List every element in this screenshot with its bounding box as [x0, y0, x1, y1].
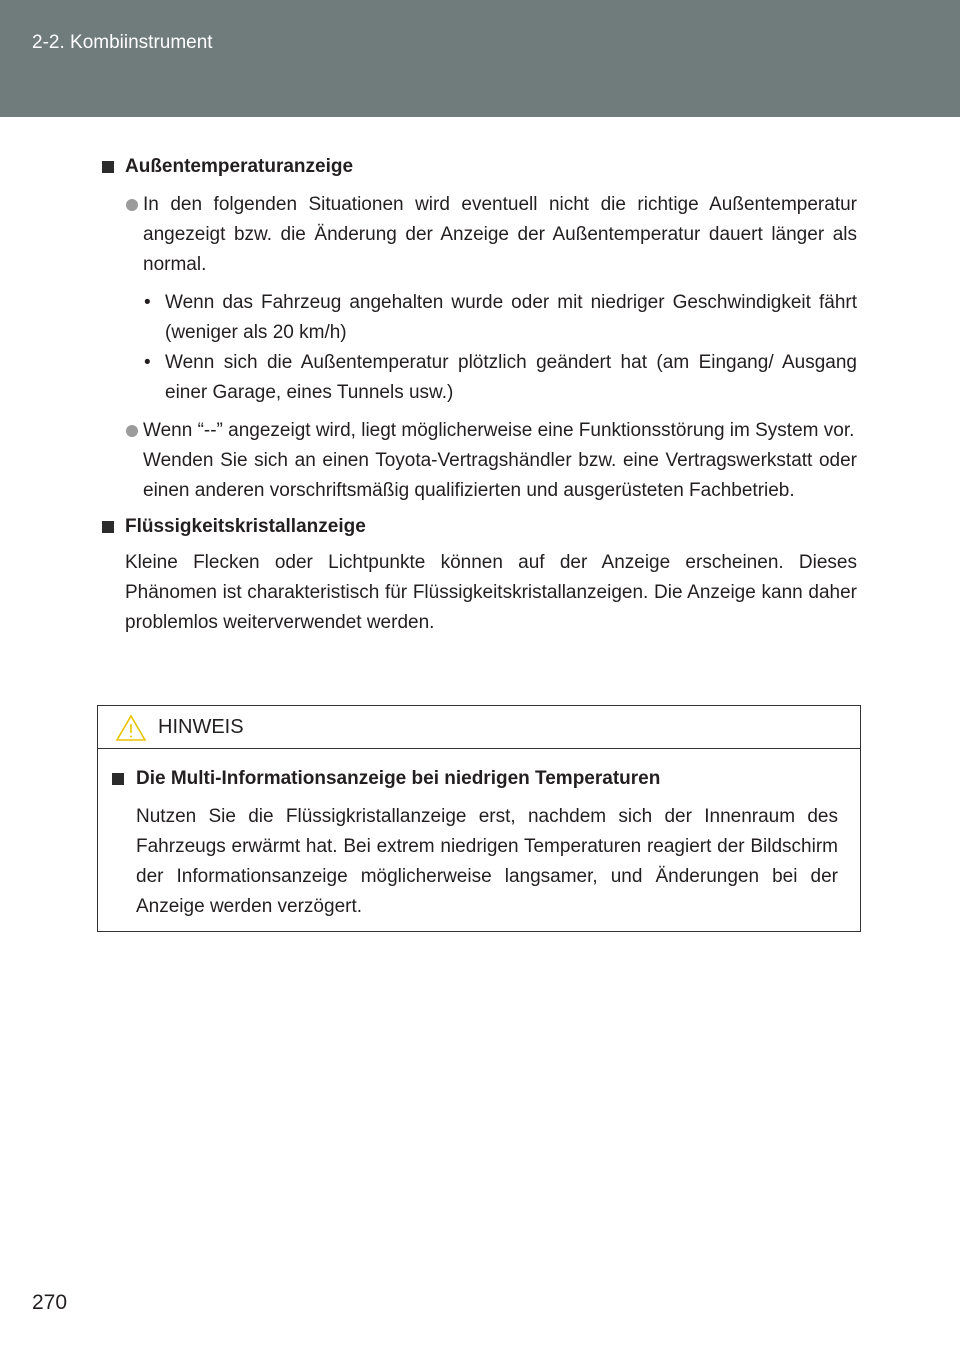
square-bullet-icon: [102, 521, 114, 533]
section-heading-lcd: Flüssigkeitskristallanzeige: [97, 512, 857, 542]
note-body: [98, 764, 838, 922]
sub-list-item: • Wenn das Fahrzeug angehalten wurde oder mit niedriger Geschwindigkeit fährt (weniger als 20 km/h): [97, 288, 857, 348]
note-paragraph: Nutzen Sie die Flüssigkristallanzeige erst, nachdem sich der Innenraum des Fahrzeugs erwärmt hat. Bei extrem niedrigen Temperaturen reagiert der Bildschirm der Informationsanzeige möglicherweise langsamer, und Änderungen bei der Anzeige werden verzögert.: [136, 806, 838, 917]
warning-triangle-icon: [115, 714, 147, 742]
chapter-title: 2-2. Kombiinstrument: [32, 32, 213, 53]
round-bullet-icon: [126, 425, 138, 437]
list-item: Wenn “--” angezeigt wird, liegt möglicherweise eine Funktionsstörung im System vor. Wenden Sie sich an einen Toyota-Vertragshändler bzw. eine Vertragswerkstatt oder einen anderen vorschriftsmäßig qualifizierten und ausgerüsteten Fachbetrieb.: [97, 416, 857, 506]
dot-marker-icon: •: [144, 292, 151, 313]
note-box: [97, 705, 861, 932]
square-bullet-icon: [112, 773, 124, 785]
paragraph: Kleine Flecken oder Lichtpunkte können auf der Anzeige erscheinen. Dieses Phänomen ist charakteristisch für Flüssigkeitskristallanzeigen. Die Anzeige kann daher problemlos weiterverwendet werden.: [125, 552, 857, 633]
note-heading: Die Multi-Informationsanzeige bei niedrigen Temperaturen: [98, 764, 838, 794]
section-heading-outside-temp: Außentemperaturanzeige: [97, 152, 857, 182]
list-item: In den folgenden Situationen wird eventuell nicht die richtige Außentemperatur angezeigt bzw. die Änderung der Anzeige der Außentemperatur dauert länger als normal.: [97, 190, 857, 280]
page-number: 270: [32, 1291, 68, 1314]
sub-list-item: • Wenn sich die Außentemperatur plötzlich geändert hat (am Eingang/ Ausgang einer Garage, eines Tunnels usw.): [97, 348, 857, 408]
note-header: [98, 706, 860, 749]
note-label: HINWEIS: [158, 716, 244, 738]
round-bullet-icon: [126, 199, 138, 211]
dot-marker-icon: •: [144, 352, 151, 373]
main-content: [97, 152, 857, 638]
page-header: [0, 0, 960, 117]
square-bullet-icon: [102, 161, 114, 173]
